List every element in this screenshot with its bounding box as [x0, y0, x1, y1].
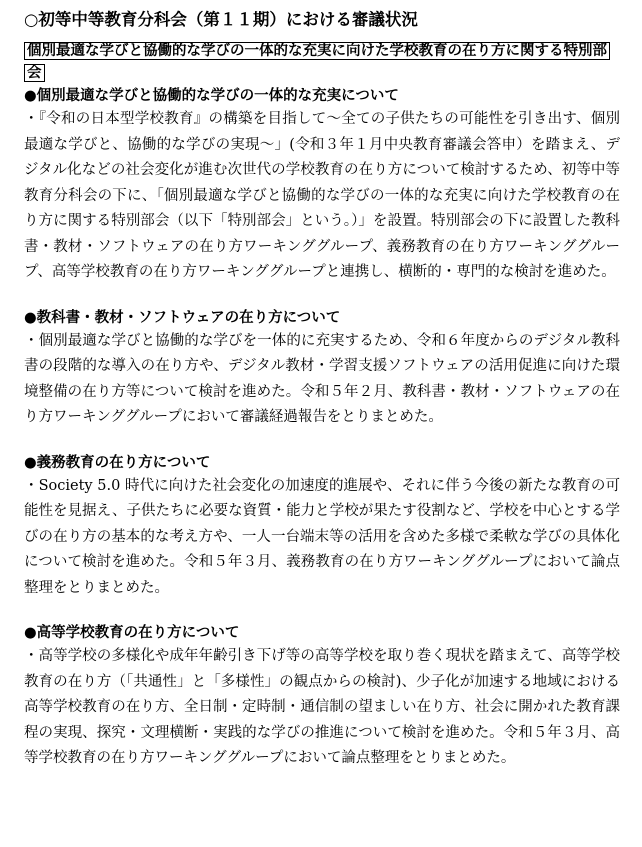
section-heading: ●義務教育の在り方について — [24, 454, 211, 471]
document-title: ○初等中等教育分科会（第１１期）における審議状況 — [24, 10, 418, 29]
section-compulsory-education — [24, 453, 620, 602]
section-high-school-education — [24, 623, 620, 772]
special-committee-heading-text: 個別最適な学びと協働的な学びの一体的な充実に向けた学校教育の在り方に関する特別部会 — [24, 42, 610, 82]
section-body: ・高等学校の多様化や成年年齢引き下げ等の高等学校を取り巻く現状を踏まえて、高等学校教育の在り方（「共通性」と「多様性」の観点からの検討)、少子化が加速する地域における高等学校教育の在り方、全日制・定時制・通信制の望ましい在り方、社会に開かれた教育課程の実現、探究・文理横断・実践的な学びの推進について検討を進めた。令和５年３月、高等学校教育の在り方ワーキンググループにおいて論点整理をとりまとめた。 — [24, 648, 620, 766]
section-heading: ●高等学校教育の在り方について — [24, 625, 240, 641]
section-textbooks-software — [24, 308, 620, 431]
section-body: ・『令和の日本型学校教育』の構築を目指して～全ての子供たちの可能性を引き出す、個別最適な学びと、協働的な学びの実現～」(令和３年１月中央教育審議会答申）を踏まえ、デジタル化などの社会変化が進む次世代の学校教育の在り方について検討するため、初等中等教育分科会の下に、「個別最適な学びと協働的な学びの一体的な充実に向けた学校教育の在り方に関する特別部会（以下「特別部会」という。）」を設置。特別部会の下に設置した教科書・教材・ソフトウェアの在り方ワーキンググループ、義務教育の在り方ワーキンググループ、高等学校教育の在り方ワーキンググループと連携し、横断的・専門的な検討を進めた。 — [24, 111, 620, 280]
section-heading: ●教科書・教材・ソフトウェアの在り方について — [24, 309, 341, 326]
section-heading: ●個別最適な学びと協働的な学びの一体的な充実について — [24, 88, 399, 104]
section-body: ・個別最適な学びと協働的な学びを一体的に充実するため、令和６年度からのデジタル教科書の段階的な導入の在り方や、デジタル教材・学習支援ソフトウェアの活用促進に向けた環境整備の在り方等について検討を進めた。令和５年２月、教科書・教材・ソフトウェアの在り方ワーキンググループにおいて審議経過報告をとりまとめた。 — [24, 332, 620, 425]
section-body: ・Society 5.0 時代に向けた社会変化の加速度的進展や、それに伴う今後の新たな教育の可能性を見据え、子供たちに必要な資質・能力と学校が果たす役割など、学校を中心とする学びの在り方の基本的な考え方や、一人一台端末等の活用を含めた多様で柔軟な学びの具体化について検討を進めた。令和５年３月、義務教育の在り方ワーキンググループにおいて論点整理をとりまとめた。 — [24, 477, 620, 596]
special-committee-heading — [24, 40, 620, 84]
section-individual-collaborative-learning — [24, 86, 620, 286]
